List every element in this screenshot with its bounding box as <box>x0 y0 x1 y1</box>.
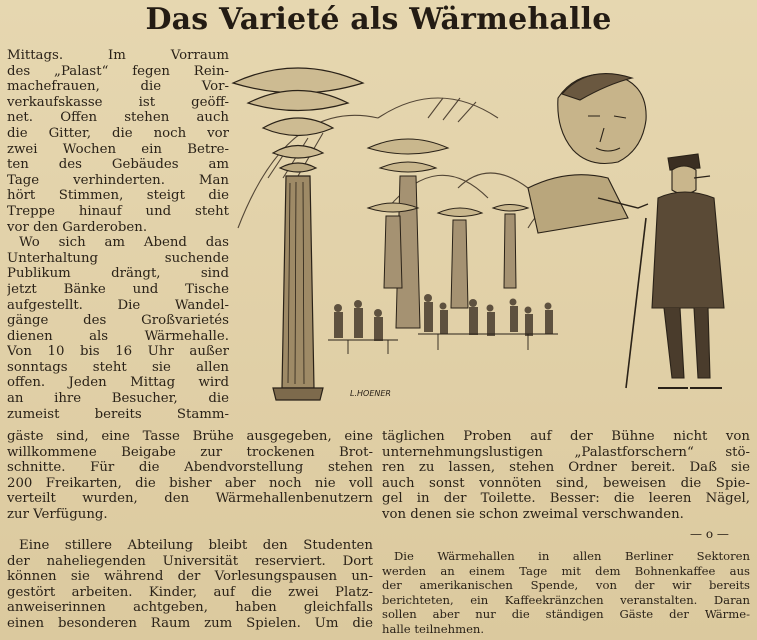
text-line: gestört arbeiten. Kinder, auf die zwei Platz- <box>7 584 373 600</box>
text-line: der naheliegenden Universität reserviert. Dort <box>7 553 373 569</box>
text-line: des „Palast“ fegen Rein- <box>7 63 229 79</box>
text-line: zumeist bereits Stamm- <box>7 406 229 422</box>
text-line: verkaufskasse ist geöff- <box>7 94 229 110</box>
text-line: ren zu lassen, stehen Ordner bereit. Daß sie <box>382 460 750 476</box>
text-line: Tage verhinderten. Man <box>7 172 229 188</box>
text-line: täglichen Proben auf der Bühne nicht von <box>382 429 750 444</box>
text-line: Von 10 bis 16 Uhr außer <box>7 344 229 360</box>
wide-column-text-1 <box>7 429 373 523</box>
illustration-varieté-hall <box>228 58 753 426</box>
text-line: aufgestellt. Die Wandel- <box>7 297 229 313</box>
text-line: ten des Gebäudes am <box>7 157 229 173</box>
text-line: unternehmungslustigen „Palastforschern“ stö- <box>382 444 750 460</box>
text-line: auch sonst vonnöten sind, beweisen die Spie- <box>382 475 750 491</box>
right-column-text <box>382 429 750 523</box>
text-line: an ihre Besucher, die <box>7 391 229 407</box>
text-line: anweiserinnen achtgeben, haben gleichfalls <box>7 600 373 616</box>
wide-column-text-2 <box>7 538 373 632</box>
text-line: Mittags. Im Vorraum <box>7 48 229 63</box>
left-column-text <box>7 48 229 422</box>
text-line: gänge des Großvarietés <box>7 313 229 329</box>
text-line: jetzt Bänke und Tische <box>7 281 229 297</box>
text-line: dienen als Wärmehalle. <box>7 328 229 344</box>
text-line: schnitte. Für die Abendvorstellung stehen <box>7 460 373 476</box>
text-line: Publikum drängt, sind <box>7 266 229 282</box>
text-line: Treppe hinauf und steht <box>7 203 229 219</box>
text-line: Wo sich am Abend das <box>19 235 229 251</box>
text-line: zur Verfügung. <box>7 506 108 522</box>
text-line: offen. Jeden Mittag wird <box>7 375 229 391</box>
text-line: gäste sind, eine Tasse Brühe ausgegeben, eine <box>7 429 373 444</box>
text-line: sollen aber nur die ständigen Gäste der Wärme- <box>382 607 750 622</box>
text-line: vor den Garderoben. <box>7 219 148 235</box>
text-line: können sie während der Vorlesungspausen un- <box>7 569 373 585</box>
section-separator: — o — <box>690 527 729 541</box>
text-line: willkommene Beigabe zur trockenen Brot- <box>7 444 373 460</box>
text-line: werden an einem Tage mit dem Bohnenkaffee aus <box>382 563 750 578</box>
text-line: halle teilnehmen. <box>382 621 485 636</box>
text-line: 200 Freikarten, die bisher aber noch nie voll <box>7 475 373 491</box>
text-line: Die Wärmehallen in allen Berliner Sektoren <box>394 549 750 563</box>
text-line: gel in der Toilette. Besser: die leeren Nägel, <box>382 491 750 507</box>
text-line: einen besonderen Raum zum Spielen. Um die <box>7 615 373 631</box>
illustrator-signature: L.HOENER <box>350 389 391 398</box>
text-line: die Gitter, die noch vor <box>7 125 229 141</box>
text-line: von denen sie schon zweimal verschwanden. <box>382 506 684 522</box>
text-line: hört Stimmen, steigt die <box>7 188 229 204</box>
text-line: zwei Wochen ein Betre- <box>7 141 229 157</box>
text-line: net. Offen stehen auch <box>7 110 229 126</box>
notice-paragraph <box>382 549 750 637</box>
text-line: verteilt wurden, den Wärmehallenbenutzern <box>7 491 373 507</box>
text-line: sonntags steht sie allen <box>7 359 229 375</box>
text-line: Eine stillere Abteilung bleibt den Studenten <box>19 538 373 553</box>
text-line: der amerikanischen Spende, von der wir bereits <box>382 578 750 593</box>
text-line: Unterhaltung suchende <box>7 250 229 266</box>
text-line: machefrauen, die Vor- <box>7 79 229 95</box>
text-line: berichteten, ein Kaffeekränzchen veranstalten. Daran <box>382 592 750 607</box>
headline: Das Varieté als Wärmehalle <box>145 2 612 37</box>
